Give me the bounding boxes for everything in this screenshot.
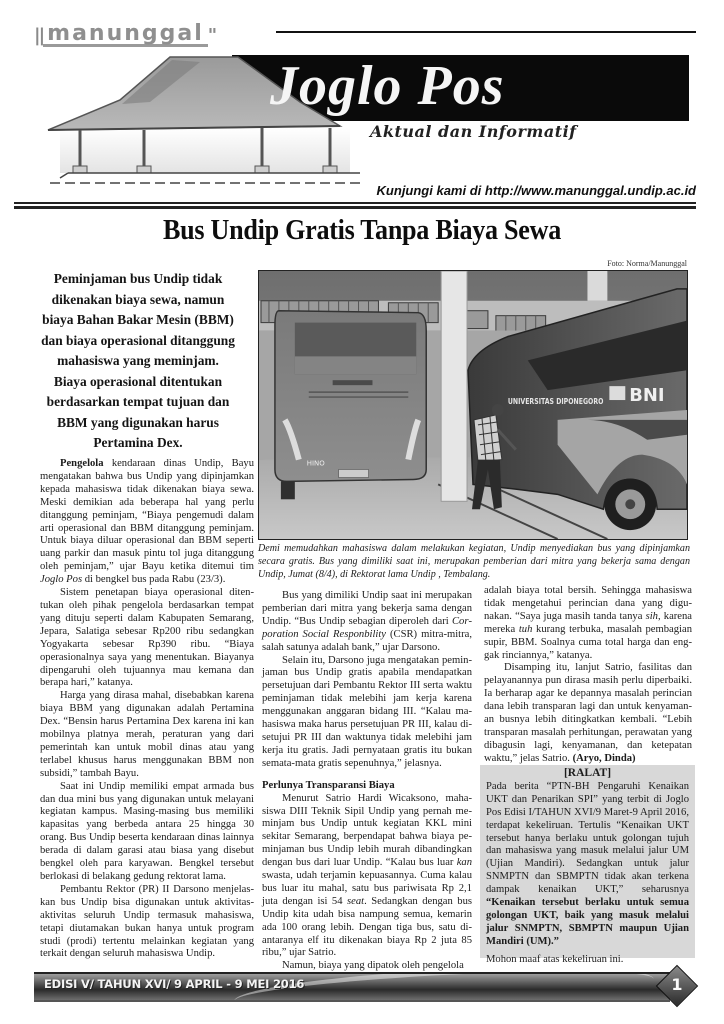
bus-brand-label: HINO bbox=[306, 459, 325, 468]
page-number-badge bbox=[656, 962, 696, 1014]
bni-logo-icon bbox=[609, 386, 625, 400]
article-column-3 bbox=[484, 585, 692, 766]
logo-wordmark: manunggal bbox=[43, 24, 208, 47]
paragraph bbox=[40, 458, 254, 587]
text-run: Bus yang dimiliki Undip saat ini merupakan pemberian dari mitra yang bekerja sama dengan Undip. “Bus Undip sebagian diperoleh dari bbox=[262, 590, 472, 627]
article-column-1 bbox=[40, 458, 254, 961]
bus-bank-label: BNI bbox=[629, 385, 665, 407]
paragraph bbox=[484, 662, 692, 765]
website-link[interactable]: Kunjungi kami di http://www.manunggal.undip.ac.id bbox=[376, 183, 696, 198]
text-run: . Sedangkan dengan bus Undip kita udah bisa nampung semua, kemarin ada 100 orang lebih. Dengan tiga bus, satu diantaranya elf itu dikenakan biaya Rp 2 juta 85 ribu,” ujar Satrio. bbox=[262, 895, 472, 959]
article-photo bbox=[258, 270, 688, 540]
italic-run: Joglo Pos bbox=[40, 574, 83, 586]
logo-bars-right: " bbox=[207, 24, 216, 46]
lead-word: Pengelola bbox=[60, 458, 104, 469]
italic-run: seat bbox=[347, 895, 365, 907]
italic-run: sih bbox=[645, 610, 658, 622]
paragraph: Namun, biaya yang dipatok oleh pengelola bbox=[282, 960, 464, 972]
bus-university-label: UNIVERSITAS DIPONEGORO bbox=[507, 397, 604, 407]
manunggal-logo bbox=[34, 22, 215, 48]
correction-title: [RALAT] bbox=[563, 767, 612, 779]
text-run: di bengkel bus pada Rabu (23/3). bbox=[82, 574, 226, 586]
article-column-2 bbox=[262, 590, 472, 973]
paragraph bbox=[262, 793, 472, 961]
italic-run: kan bbox=[456, 857, 472, 869]
publication-tagline: Aktual dan Informatif bbox=[370, 122, 577, 141]
text-run: (CSR) mitra-mitra, salah satunya adalah bank,” ujar Darsono. bbox=[262, 628, 472, 653]
bus-garage-photo bbox=[259, 271, 687, 539]
italic-run: tuh bbox=[518, 623, 533, 635]
correction-statement: “Kenaikan tersebut berlaku untuk semua golongan UKT, baik yang masuk melalui jalur SNMPTN, SBMPTN maupun Ujian Mandiri (UM).” bbox=[486, 897, 689, 947]
logo-bars-left: || bbox=[34, 24, 44, 46]
text-run: Menurut Satrio Hardi Wicaksono, mahasiswa DIII Teknik Sipil Undip yang pernah meminjam bus Undip untuk kegiatan KKL mini sekitar Semarang, berpendapat bahwa biaya peminjaman bus Undip lebih murah dibandingkan dengan bus dari luar Undip. “Kalau bus luar bbox=[262, 792, 472, 869]
page-number: 1 bbox=[671, 975, 683, 994]
section-subheading: Perlunya Transparansi Biaya bbox=[262, 779, 395, 791]
photo-credit: Foto: Norma/Manunggal bbox=[607, 259, 687, 268]
correction-text bbox=[486, 781, 689, 949]
article-lead: Peminjaman bus Undip tidak dikenakan biaya sewa, namun biaya Bahan Bakar Mesin (BBM) dan biaya operasional ditanggung mahasiswa yang meminjam. Biaya operasional ditentukan berdasarkan tempat tujuan dan BBM yang digunakan harus Pertamina Dex. bbox=[41, 271, 235, 450]
paragraph bbox=[262, 590, 472, 655]
text-run: , karena mereka bbox=[484, 610, 692, 635]
photo-caption: Demi memudahkan mahasiswa dalam melakukan kegiatan, Undip menyediakan bus yang dipinjamkan secara gratis. Bus yang dimiliki saat ini, merupakan pemberian dari mitra yang bekerja sama dengan Undip, Jumat (8/4), di Rektorat lama Undip , Tembalang. bbox=[258, 543, 690, 580]
text-run: kurang terbuka, masalah pembagian supir, BBM. Soalnya cuma total harga dan enggak rinciannya,” katanya. bbox=[484, 623, 692, 661]
correction-box bbox=[480, 765, 695, 965]
text-run: adalah biaya total bersih. Sehingga mahasiswa tidak mengetahui perincian dana yang digunakan. “Saya juga masih tanda tanya bbox=[484, 585, 692, 622]
paragraph: Pembantu Rektor (PR) II Darsono menjelaskan bus Undip bisa digunakan untuk aktivitas-aktivitas seluruh Undip termasuk mahasiswa, tetapi diutamakan bukan hanya untuk program studi (prodi) tertentu melainkan kegiatan yang terkait dengan seluruh mahasiswa Undip. bbox=[40, 883, 254, 960]
italic-run: Corporation Social Responbility bbox=[262, 615, 472, 640]
author-credit: (Aryo, Dinda) bbox=[572, 752, 636, 764]
paragraph: Harga yang dirasa mahal, disebabkan karena biaya BBM yang digunakan adalah Pertamina Dex. “Bensin harus Pertamina Dex karena ini kan mobilnya platnya merah, peraturan yang dari pemerintah kan untuk mobil dinas atau yang terlabel khusus harus menggunakan BBM non subsidi,” tambah Bayu. bbox=[40, 690, 254, 779]
text-run: Disamping itu, lanjut Satrio, fasilitas dan pelayanannya pun dirasa masih perlu diperbaiki. Ia berharap agar ke depannya masalah perincian dana lebih transparan lagi dan untuk kenyamanan busnya lebih ditingkatkan kembali. “Lebih transparan masalah perhitungan, perawatan yang dibagusin lagi, kenyamanan, dan ketepatan waktu,” jelas Satrio. bbox=[484, 662, 692, 764]
article-headline: Bus Undip Gratis Tanpa Biaya Sewa bbox=[163, 214, 561, 246]
correction-apology: Mohon maaf atas kekeliruan ini. bbox=[486, 953, 624, 965]
text-run: kendaraan dinas Undip, Bayu mengatakan bahwa bus Undip yang dipinjamkan kepada mahasiswa tidak dikenakan biaya sewa. Meski demikian ada beberapa hal yang perlu ditanggung peminjam, “Biaya pengemudi dalam arti operasional dan BBM ditanggung peminjam. Untuk biaya diluar operasional dan BBM seperti uang parkir dan masuk pintu tol juga ditanggung oleh peminjam,” ujar Bayu ketika ditemui tim bbox=[40, 458, 254, 573]
masthead-rule-thick bbox=[14, 206, 696, 209]
paragraph: Selain itu, Darsono juga mengatakan peminjaman bus Undip gratis apabila mendapatkan persetujuan dari Pembantu Rektor III serta waktu peminjaman tidak melebihi jam kerja karena menggunakan anggaran bidang III. “Kalau mahasiswa maka harus persetujuan PR III, kalau disetujui PR III dan waktunya tidak melebihi jam kerja itu gratis. Jadi pernyataan gratis itu bukan semata-mata gratis sepenuhnya,” jelasnya. bbox=[262, 654, 472, 769]
masthead-top-rule bbox=[276, 31, 696, 33]
edition-info: EDISI V/ TAHUN XVI/ 9 APRIL - 9 MEI 2016 bbox=[44, 977, 305, 991]
paragraph: Sistem penetapan biaya operasional ditentukan oleh pihak pengelola berdasarkan tempat yang dituju seperti dalam Kabupaten Semarang, Jepara, Salatiga sebesar Rp200 ribu sedangkan Yogyakarta sebesar Rp390 ribu. “Biaya operasionalnya saya yang menentukan. Biayanya dipengaruhi oleh tujuannya mau kemana dan berapa hari,” katanya. bbox=[40, 587, 254, 689]
paragraph: Saat ini Undip memiliki empat armada bus dan dua mini bus yang digunakan untuk melayani kegiatan kampus. Masing-masing bus memiliki kapasitas yang berbeda antara 25 hingga 30 orang. Bus Undip beserta kendaraan dinas lainnya berada di dalam garasi atau biasa yang disebut bengkel oleh para karyawan. Bengkel tersebut berlokasi di belakang gedung rektorat lama. bbox=[40, 780, 254, 882]
text-run: Pada berita “PTN-BH Pengaruhi Kenaikan UKT dan Penarikan SPI” yang terbit di Joglo Pos Edisi I/TAHUN XVI/9 Maret-9 April 2016, terdapat kekeliruan. Tertulis “Kenaikan UKT tersebut hanya berlaku untuk golongan tujuh dan mahasiswa yang masuk melalui jalur UM (Ujian Mandiri). Sedangkan untuk jalur SNMPTN dan SBMPTN tidak akan terkena dampak kenaikan UKT,” seharusnya bbox=[486, 780, 689, 896]
text-run: swasta, udah terjamin kepuasannya. Cuma kalau bus luar itu mahal, satu bus pariwisata Rp 2,1 juta dengan isi 54 bbox=[262, 870, 472, 907]
masthead-rule bbox=[14, 202, 696, 204]
publication-title: Joglo Pos bbox=[270, 55, 505, 117]
paragraph bbox=[484, 585, 692, 662]
